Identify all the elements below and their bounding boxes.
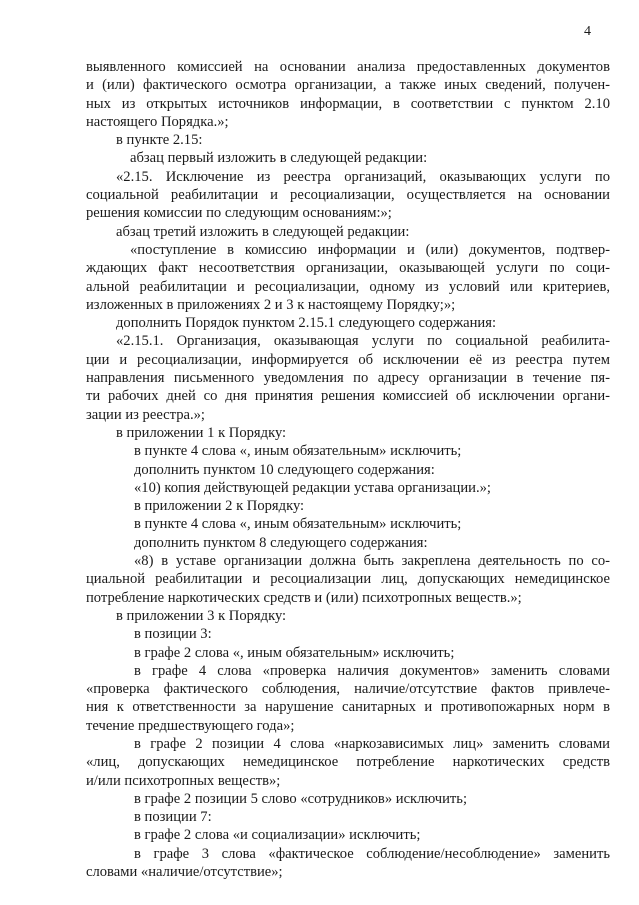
text-line: решения комиссии по следующим основаниям:»; [86, 205, 392, 222]
text-line: ния к ответственности за нарушение санитарных и противопожарных норм в [86, 699, 610, 716]
text-line: «проверка фактического соблюдения, наличие/отсутствие фактов привлече- [86, 681, 610, 698]
text-line: абзац третий изложить в следующей редакции: [116, 223, 410, 240]
text-line: в приложении 3 к Порядку: [116, 607, 287, 624]
text-line: дополнить Порядок пунктом 2.15.1 следующего содержания: [116, 315, 497, 332]
text-line: альной реабилитации и ресоциализации, одному из условий или критериев, [86, 278, 610, 295]
text-line: направления письменного уведомления по адресу организации в течение пя- [86, 370, 610, 387]
text-line: зации из реестра.»; [86, 406, 205, 423]
text-line: изложенных в приложениях 2 и 3 к настоящему Порядку;»; [86, 296, 456, 313]
text-line: в пункте 2.15: [116, 132, 203, 149]
text-line: в графе 2 слова «и социализации» исключить; [134, 827, 421, 844]
text-line: потребление наркотических средств и (или) психотропных веществ.»; [86, 589, 522, 606]
text-line: словами «наличие/отсутствие»; [86, 864, 283, 881]
text-line: дополнить пунктом 8 следующего содержания: [134, 534, 428, 551]
text-line: ции и ресоциализации, информируется об исключении её из реестра путем [86, 351, 610, 368]
text-line: в графе 2 слова «, иным обязательным» исключить; [134, 644, 455, 661]
text-line: настоящего Порядка.»; [86, 113, 229, 130]
text-line: и/или психотропных веществ»; [86, 772, 281, 789]
text-line: в графе 2 позиции 4 слова «наркозависимых лиц» заменить словами [134, 735, 610, 752]
text-line: дополнить пунктом 10 следующего содержания: [134, 461, 435, 478]
text-line: «2.15. Исключение из реестра организаций, оказывающих услуги по [116, 168, 610, 185]
text-line: ти рабочих дней со дня принятия решения комиссией об исключении органи- [86, 388, 610, 405]
text-line: «8) в уставе организации должна быть закреплена деятельность по со- [134, 553, 610, 570]
text-line: в позиции 3: [134, 626, 212, 643]
text-line: «2.15.1. Организация, оказывающая услуги по социальной реабилита- [116, 333, 610, 350]
text-line: течение предшествующего года»; [86, 717, 295, 734]
text-line: и (или) фактического осмотра организации, а также иных сведений, получен- [86, 77, 610, 94]
text-line: ждающих факт несоответствия организации, оказывающей услуги по соци- [86, 260, 610, 277]
text-line: выявленного комиссией на основании анализа предоставленных документов [86, 59, 610, 75]
text-line: социальной реабилитации и ресоциализации, осуществляется на основании [86, 187, 610, 204]
text-line: циальной реабилитации и ресоциализации лиц, допускающих немедицинское [86, 571, 610, 588]
text-line: «10) копия действующей редакции устава организации.»; [134, 479, 491, 496]
document-body [86, 58, 610, 881]
text-line: в приложении 2 к Порядку: [134, 498, 305, 515]
text-line: в пункте 4 слова «, иным обязательным» исключить; [134, 516, 462, 533]
text-line: в графе 2 позиции 5 слово «сотрудников» исключить; [134, 790, 468, 807]
text-line: ных из открытых источников информации, в соответствии с пунктом 2.10 [86, 95, 610, 112]
text-line: «лиц, допускающих немедицинское потребление наркотических средств [86, 754, 610, 771]
text-line: абзац первый изложить в следующей редакции: [130, 150, 428, 167]
text-line: в графе 4 слова «проверка наличия документов» заменить словами [134, 662, 610, 679]
text-line: в позиции 7: [134, 809, 212, 826]
text-line: в приложении 1 к Порядку: [116, 424, 287, 441]
text-line: в графе 3 слова «фактическое соблюдение/несоблюдение» заменить [134, 845, 610, 862]
text-line: «поступление в комиссию информации и (или) документов, подтвер- [130, 241, 610, 258]
page-number: 4 [584, 24, 591, 39]
text-line: в пункте 4 слова «, иным обязательным» исключить; [134, 443, 462, 460]
